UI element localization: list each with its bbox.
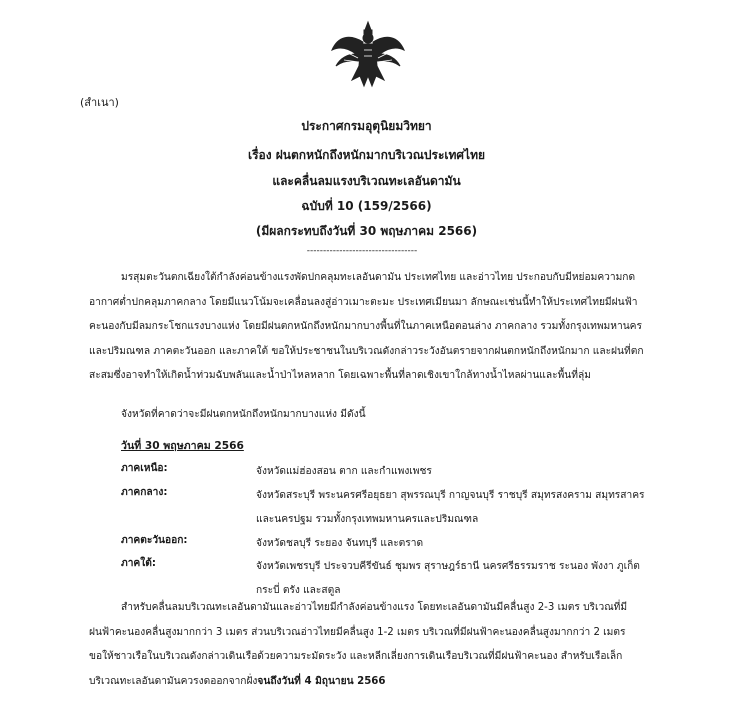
provinces-line: จังหวัดแม่ฮ่องสอน ตาก และกำแพงเพชร: [256, 466, 432, 477]
region-label-east: ภาคตะวันออก:: [121, 535, 188, 546]
paragraph-line-last: [89, 670, 689, 695]
paragraph-line: สำหรับคลื่นลมบริเวณทะเลอันดามันและอ่าวไทยมีกำลังค่อนข้างแรง โดยทะเลอันดามันมีคลื่นสูง 2-3 เมตร บริเวณที่มี: [121, 602, 628, 613]
region-provinces-north: [256, 460, 432, 484]
paragraph-line: ฝนฟ้าคะนองคลื่นสูงมากกว่า 3 เมตร ส่วนบริเวณอ่าวไทยมีคลื่นสูง 1-2 เมตร บริเวณที่มีฝนฟ้าคะนองคลื่นสูงมากกว่า 2 เมตร: [89, 626, 626, 638]
provinces-line: จังหวัดชลบุรี ระยอง จันทบุรี และตราด: [256, 538, 424, 549]
divider-rule: ----------------------------------: [306, 246, 418, 256]
wind-end-date: จนถึงวันที่ 4 มิถุนายน 2566: [257, 675, 386, 687]
wind-paragraph: [89, 596, 689, 694]
provinces-line: กระบี่ ตรัง และสตูล: [256, 585, 341, 596]
issue-number: ฉบับที่ 10 (159/2566): [301, 199, 432, 213]
effective-date: (มีผลกระทบถึงวันที่ 30 พฤษภาคม 2566): [255, 224, 478, 238]
region-label-north: ภาคเหนือ:: [121, 463, 168, 474]
paragraph-line: มรสุมตะวันตกเฉียงใต้กำลังค่อนข้างแรงพัดปกคลุมทะเลอันดามัน ประเทศไทย และอ่าวไทย ประกอบกับมีหย่อมความกด: [121, 272, 636, 283]
garuda-emblem-icon: [330, 20, 406, 88]
provinces-line: จังหวัดสระบุรี พระนครศรีอยุธยา สุพรรณบุรี กาญจนบุรี ราชบุรี สมุทรสงคราม สมุทรสาคร: [256, 490, 645, 501]
paragraph-line: สะสมซึ่งอาจทำให้เกิดน้ำท่วมฉับพลันและน้ำป่าไหลหลาก โดยเฉพาะพื้นที่ลาดเชิงเขาใกล้ทางน้ำไหลผ่านและพื้นที่ลุ่ม: [89, 370, 591, 382]
paragraph-line: และปริมณฑล ภาคตะวันออก และภาคใต้ ขอให้ประชาชนในบริเวณดังกล่าวระวังอันตรายจากฝนตกหนักถึงหนักมาก และฝนที่ตก: [89, 345, 644, 357]
region-provinces-central: [256, 484, 645, 532]
region-label-south: ภาคใต้:: [121, 558, 156, 569]
wind-last-text: บริเวณทะเลอันดามันควรงดออกจากฝั่ง: [89, 675, 258, 687]
provinces-line: และนครปฐม รวมทั้งกรุงเทพมหานครและปริมณฑล: [256, 514, 479, 525]
paragraph-line: คะนองกับมีลมกระโชกแรงบางแห่ง โดยมีฝนตกหนักถึงหนักมากบางพื้นที่ในภาคเหนือตอนล่าง ภาคกลาง รวมทั้งกรุงเทพมหานคร: [89, 321, 642, 333]
region-provinces-east: [256, 532, 423, 556]
paragraph-line: ขอให้ชาวเรือในบริเวณดังกล่าวเดินเรือด้วยความระมัดระวัง และหลีกเลี่ยงการเดินเรือบริเวณที่มีฝนฟ้าคะนอง สำหรับเรือเล็ก: [89, 651, 623, 663]
provinces-line: จังหวัดเพชรบุรี ประจวบคีรีขันธ์ ชุมพร สุราษฎร์ธานี นครศรีธรรมราช ระนอง พังงา ภูเก็ต: [256, 561, 640, 572]
main-paragraph: [89, 266, 685, 389]
paragraph-line: อากาศต่ำปกคลุมภาคกลาง โดยมีแนวโน้มจะเคลื่อนลงสู่อ่าวเมาะตะมะ ประเทศเมียนมา ลักษณะเช่นนี้ทำให้ประเทศไทยมีฝนฟ้า: [89, 296, 638, 308]
subject-line: เรื่อง ฝนตกหนักถึงหนักมากบริเวณประเทศไทย: [247, 148, 486, 162]
region-label-central: ภาคกลาง:: [121, 487, 168, 498]
issuer-title: ประกาศกรมอุตุนิยมวิทยา: [301, 119, 432, 133]
forecast-date: วันที่ 30 พฤษภาคม 2566: [121, 440, 244, 452]
subject-line-2: และคลื่นลมแรงบริเวณทะเลอันดามัน: [272, 174, 461, 188]
copy-mark: (สำเนา): [80, 96, 119, 109]
province-intro: จังหวัดที่คาดว่าจะมีฝนตกหนักถึงหนักมากบางแห่ง มีดังนี้: [121, 409, 366, 420]
